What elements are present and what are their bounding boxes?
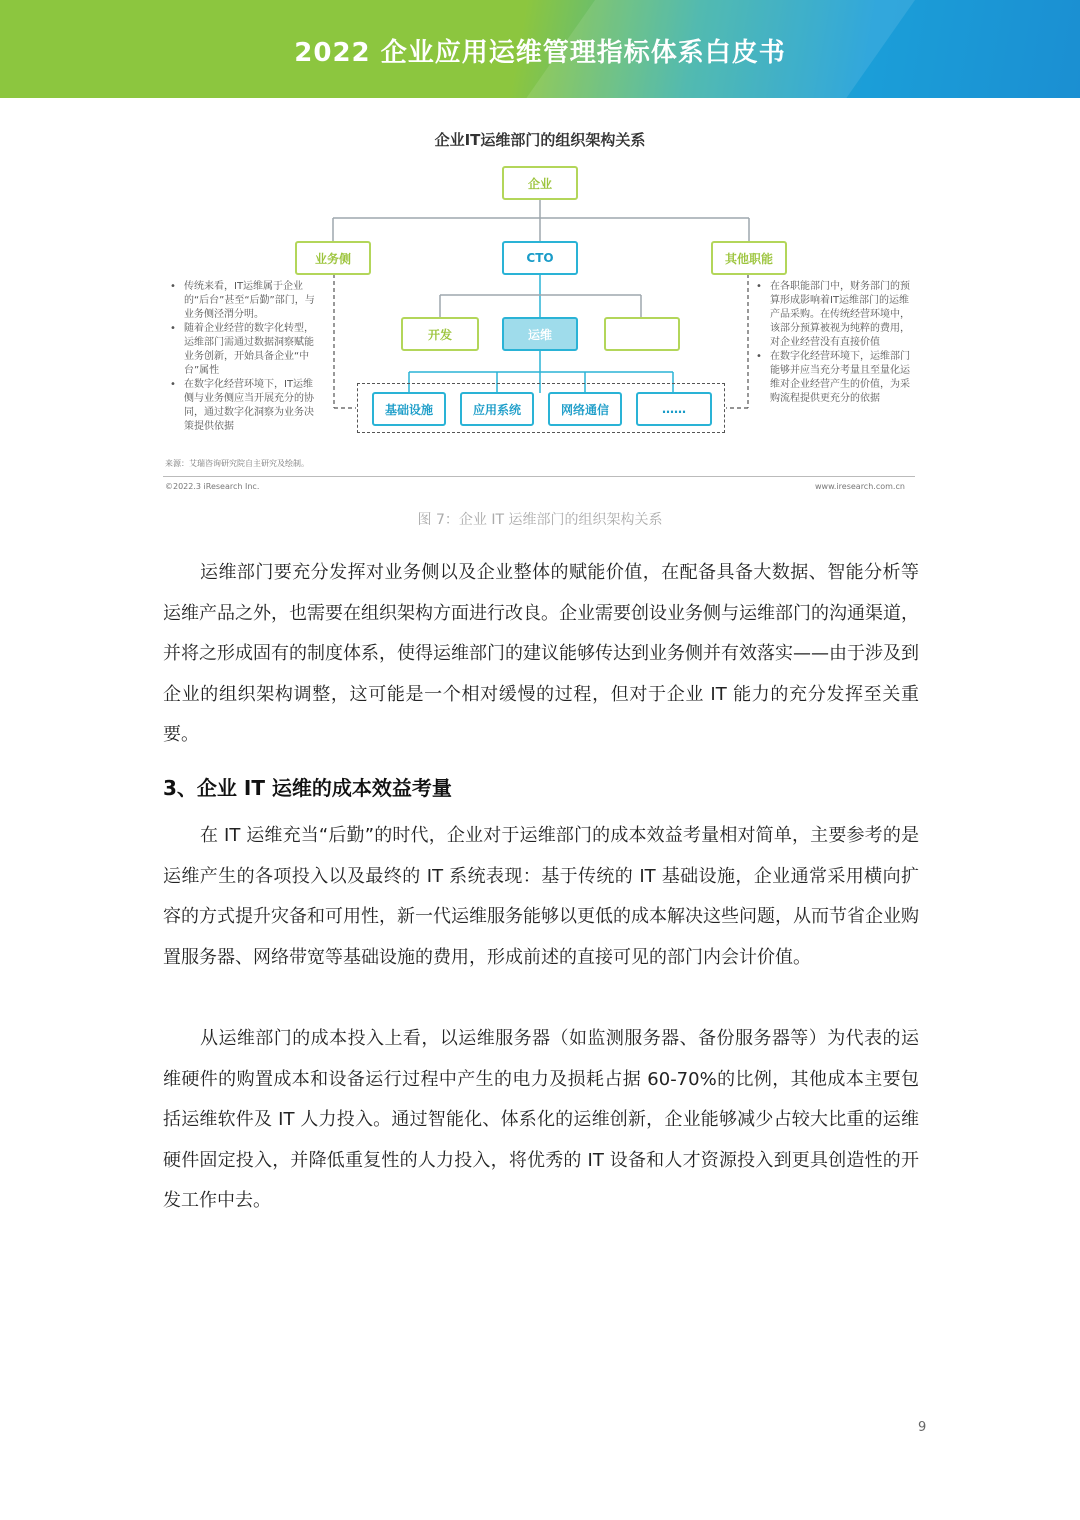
node-network: 网络通信 [548,392,622,426]
section-heading: 3、企业 IT 运维的成本效益考量 [163,776,452,800]
right-note: • 在各职能部门中，财务部门的预算形成影响着IT运维部门的运维产品采购。在传统经营环境中，该部分预算被视为纯粹的费用，对企业经营没有直接价值 [756,280,912,350]
node-other [604,317,680,351]
node-application-systems: 应用系统 [460,392,534,426]
node-enterprise: 企业 [502,166,578,200]
node-more: …… [636,392,712,426]
body-paragraph-3: 从运维部门的成本投入上看，以运维服务器（如监测服务器、备份服务器等）为代表的运维硬件的购置成本和设备运行过程中产生的电力及损耗占据 60-70%的比例，其他成本主要包括运维软件及 IT 人力投入。通过智能化、体系化的运维创新，企业能够减少占较大比重的运维硬件固定投入，并降低重复性的人力投入，将优秀的 IT 设备和人才资源投入到更具创造性的开发工作中去。 [163,1028,919,1212]
figure-title: 企业IT运维部门的组织架构关系 [434,131,646,149]
node-business: 业务侧 [295,241,371,275]
page-number: 9 [918,1420,927,1435]
node-other-functions: 其他职能 [711,241,787,275]
node-dev: 开发 [401,317,479,351]
node-infrastructure: 基础设施 [372,392,446,426]
right-notes [756,280,912,406]
document-title: 2022 企业应用运维管理指标体系白皮书 [294,38,786,68]
right-note: • 在数字化经营环境下，运维部门能够并应当充分考量且至量化运维对企业经营产生的价值，为采购流程提供更充分的依据 [756,350,912,406]
node-cto: CTO [502,241,578,275]
figure-source: 来源：艾瑞咨询研究院自主研究及绘制。 [165,459,309,468]
body-paragraph-2: 在 IT 运维充当“后勤”的时代，企业对于运维部门的成本效益考量相对简单，主要参考的是运维产生的各项投入以及最终的 IT 系统表现：基于传统的 IT 基础设施，企业通常采用横向扩容的方式提升灾备和可用性，新一代运维服务能够以更低的成本解决这些问题，从而节省企业购置服务器、网络带宽等基础设施的费用，形成前述的直接可见的部门内会计价值。 [163,825,919,968]
node-ops: 运维 [502,317,578,351]
left-note: • 在数字化经营环境下，IT运维侧与业务侧应当开展充分的协同，通过数字化洞察为业务决策提供依据 [170,378,320,434]
figure-divider [163,476,915,477]
left-note: • 传统来看，IT运维属于企业的“后台”甚至“后勤”部门，与业务侧泾渭分明。 [170,280,320,322]
body-paragraph-1: 运维部门要充分发挥对业务侧以及企业整体的赋能价值，在配备具备大数据、智能分析等运维产品之外，也需要在组织架构方面进行改良。企业需要创设业务侧与运维部门的沟通渠道，并将之形成固有的制度体系，使得运维部门的建议能够传达到业务侧并有效落实——由于涉及到企业的组织架构调整，这可能是一个相对缓慢的过程，但对于企业 IT 能力的充分发挥至关重要。 [163,562,919,746]
left-notes [170,280,320,434]
figure-website: www.iresearch.com.cn [815,482,905,491]
figure-caption: 图 7：企业 IT 运维部门的组织架构关系 [417,512,663,528]
figure-copyright: ©2022.3 iResearch Inc. [165,482,260,491]
left-note: • 随着企业经营的数字化转型，运维部门需通过数据洞察赋能业务创新，开始具备企业“中台”属性 [170,322,320,378]
